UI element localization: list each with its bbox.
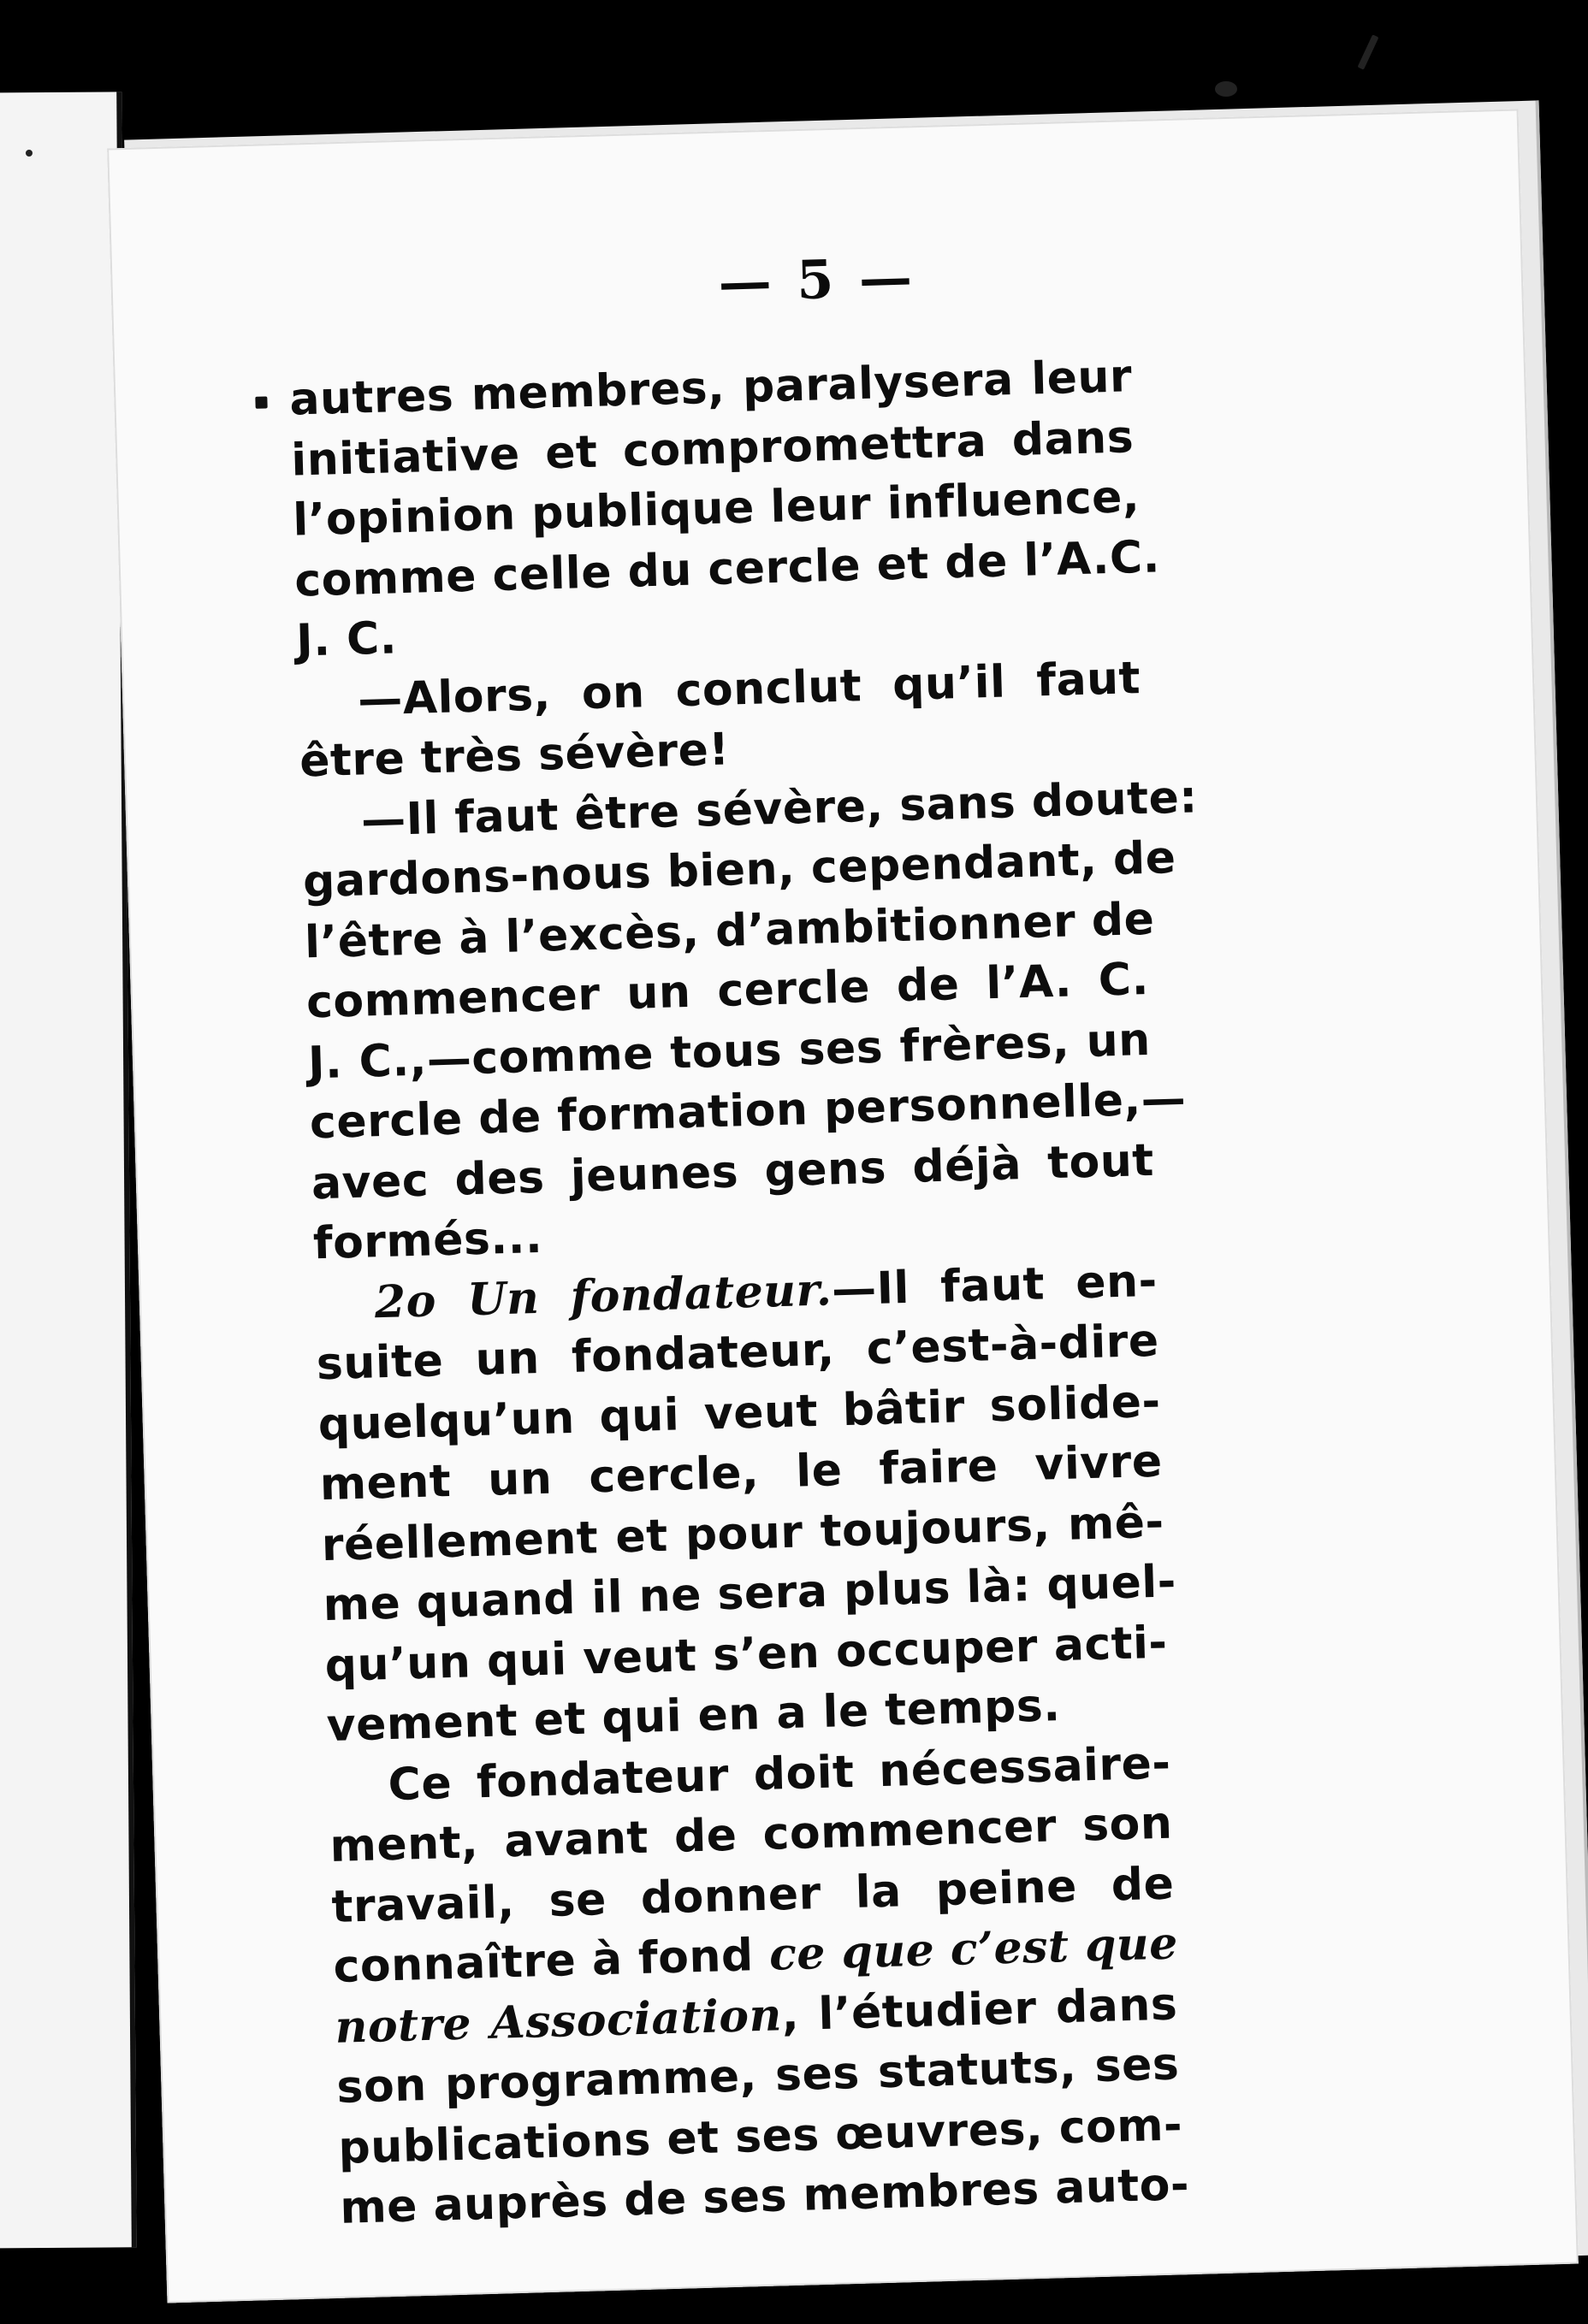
- scan-speck: [1357, 34, 1378, 69]
- margin-mark: [255, 396, 267, 408]
- text-line: commencer un cercle de l’A. C.: [305, 953, 1150, 1029]
- text-line: travail, se donner la peine de: [330, 1858, 1176, 1933]
- book-page: [107, 109, 1579, 2303]
- page-number: — 5 —: [717, 245, 916, 314]
- text-line: suite un fondateur, c’est-à-dire: [316, 1315, 1160, 1391]
- text-line: —Alors, on conclut qu’il faut: [357, 652, 1141, 726]
- text-fragment: , l’étudier dans: [780, 1978, 1179, 2041]
- text-line: quelqu’un qui veut bâtir solide-: [317, 1375, 1162, 1451]
- section-heading: 2o Un fondateur.: [374, 1263, 833, 1328]
- text-line: son programme, ses statuts, ses: [335, 2038, 1181, 2114]
- text-line: —Il faut être sévère, sans doute:: [360, 771, 1199, 847]
- text-line: cercle de formation personnelle,—: [309, 1073, 1187, 1150]
- text-line: autres membres, paralysera leur: [288, 351, 1133, 426]
- text-line: me auprès de ses membres auto-: [339, 2159, 1190, 2234]
- scan-speck: [1215, 81, 1237, 97]
- italic-fragment: ce que c’est que: [768, 1917, 1179, 1981]
- text-line: Ce fondateur doit nécessaire-: [387, 1737, 1172, 1811]
- text-line: J. C.: [295, 612, 398, 667]
- text-line: gardons-nous bien, cependant, de: [302, 831, 1177, 908]
- text-line: l’opinion publique leur influence,: [292, 470, 1141, 547]
- text-line: vement et qui en a le temps.: [325, 1680, 1062, 1753]
- section-heading-rest: —Il faut en-: [831, 1255, 1158, 1316]
- text-line: me quand il ne sera plus là: quel-: [322, 1556, 1177, 1632]
- text-line: initiative et compromettra dans: [290, 411, 1135, 487]
- text-line: publications et ses œuvres, com-: [337, 2098, 1183, 2174]
- text-line: l’être à l’excès, d’ambitionner de: [304, 893, 1156, 968]
- italic-fragment: notre Association: [334, 1988, 783, 2054]
- text-line: être très sévère!: [299, 724, 731, 788]
- text-fragment: connaître à fond: [332, 1929, 771, 1993]
- text-line: ment un cercle, le faire vivre: [319, 1435, 1164, 1511]
- text-line: ment, avant de commencer son: [329, 1797, 1174, 1873]
- text-line: réellement et pour toujours, mê-: [321, 1496, 1165, 1571]
- scan-speck: [26, 150, 33, 157]
- text-line: formés...: [312, 1211, 543, 1270]
- text-line: avec des jeunes gens déjà tout: [311, 1134, 1155, 1209]
- body-text: [288, 346, 1199, 2238]
- text-line: J. C.,—comme tous ses frères, un: [307, 1014, 1152, 1089]
- text-line: comme celle du cercle et de l’A.C.: [293, 530, 1161, 607]
- text-line: qu’un qui veut s’en occuper acti-: [323, 1617, 1169, 1692]
